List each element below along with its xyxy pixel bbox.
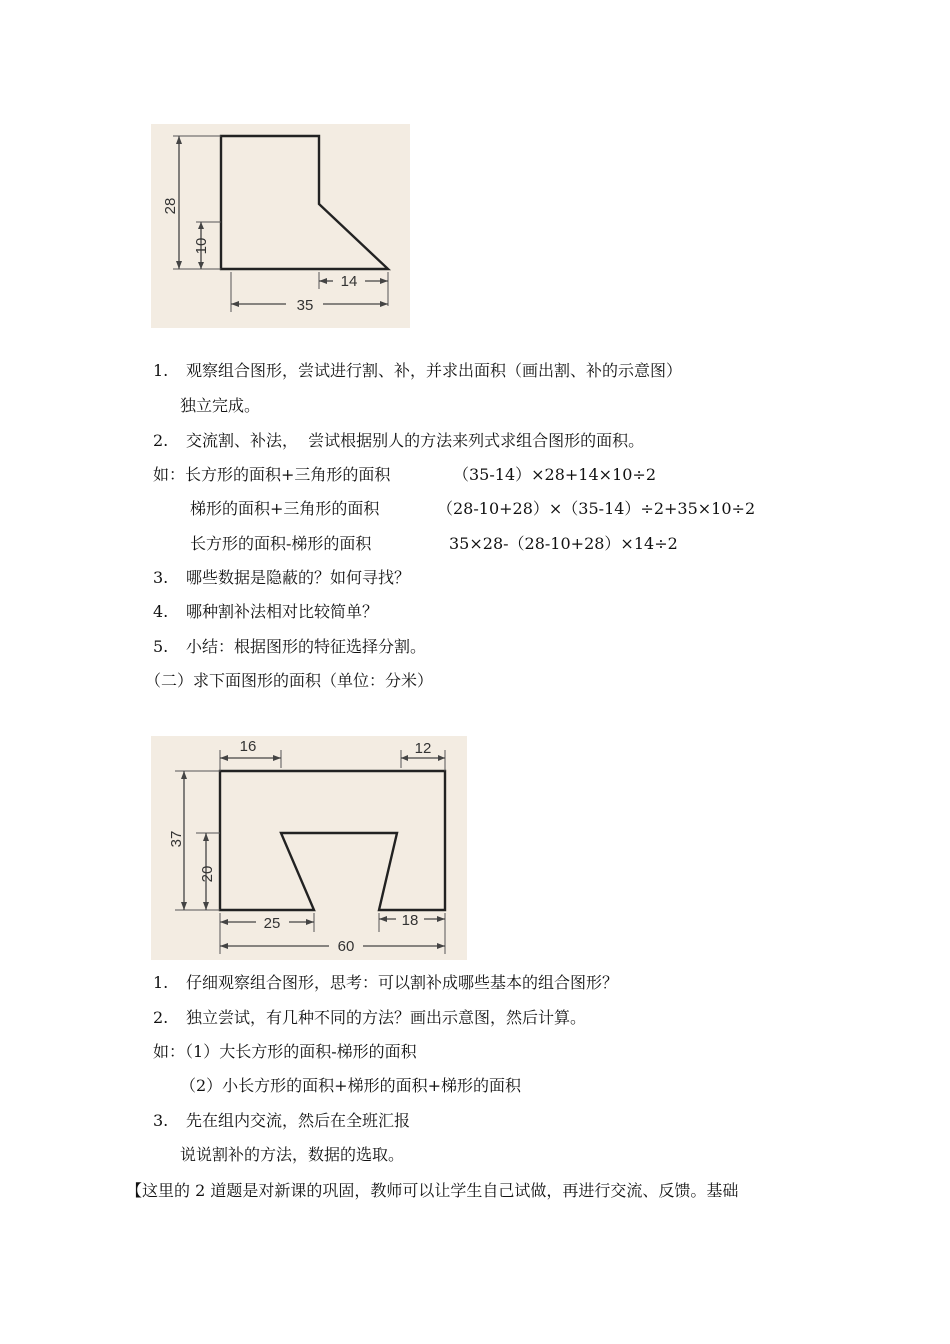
teacher-note: 【这里的 2 道题是对新课的巩固，教师可以让学生自己试做，再进行交流、反馈。基础 — [126, 1181, 739, 1200]
figure-1-label-28: 28 — [162, 197, 179, 215]
figure-1 — [151, 124, 410, 328]
s2-item-3 — [153, 1110, 410, 1132]
s2-item-3-num: 3. — [153, 1111, 169, 1130]
s1-item-3-num: 3. — [153, 568, 169, 587]
figure-1-label-35: 35 — [296, 297, 314, 314]
s2-example-prefix: 如： — [153, 1042, 186, 1061]
s2-example-1 — [153, 1041, 417, 1063]
s1-item-2 — [153, 430, 644, 452]
figure-2-label-12: 12 — [414, 740, 432, 757]
figure-2-label-25: 25 — [263, 915, 281, 932]
s2-example-2: （2）小长方形的面积+梯形的面积+梯形的面积 — [180, 1076, 521, 1095]
s1-item-4-text: 哪种割补法相对比较简单？ — [186, 602, 379, 621]
figure-2-label-18: 18 — [401, 912, 419, 929]
s1-example-3-method: 长方形的面积-梯形的面积 — [190, 534, 372, 553]
figure-1-label-10: 10 — [193, 237, 210, 255]
figure-2-label-20: 20 — [199, 865, 216, 883]
s1-item-3 — [153, 567, 410, 589]
s1-item-1-num: 1. — [153, 361, 169, 380]
s1-example-2-method: 梯形的面积+三角形的面积 — [190, 499, 380, 518]
s2-item-2-num: 2. — [153, 1008, 169, 1027]
s1-item-1-text: 观察组合图形，尝试进行割、补，并求出面积（画出割、补的示意图） — [186, 361, 683, 380]
s1-item-1 — [153, 360, 682, 382]
s1-item-2-num: 2. — [153, 431, 169, 450]
figure-2-shape — [220, 771, 445, 910]
s2-item-2-text: 独立尝试，有几种不同的方法？画出示意图，然后计算。 — [186, 1008, 587, 1027]
figure-1-shape — [221, 136, 388, 269]
figure-1-label-14: 14 — [340, 273, 358, 290]
s1-example-2-formula: （28-10+28）×（35-14）÷2+35×10÷2 — [437, 499, 756, 518]
s2-example-1-text: （1）大长方形的面积-梯形的面积 — [185, 1042, 417, 1061]
s1-item-5-text: 小结：根据图形的特征选择分割。 — [186, 637, 427, 656]
figure-2 — [151, 736, 467, 960]
figure-2-label-37: 37 — [168, 830, 185, 848]
s2-item-3-sub: 说说割补的方法，数据的选取。 — [180, 1145, 405, 1164]
s1-example-1 — [153, 464, 390, 486]
s2-item-1-text: 仔细观察组合图形，思考：可以割补成哪些基本的组合图形？ — [186, 973, 619, 992]
s1-example-prefix: 如： — [153, 465, 186, 484]
s2-heading: （二）求下面图形的面积（单位：分米） — [145, 671, 434, 690]
s1-example-3-formula: 35×28-（28-10+28）×14÷2 — [449, 534, 678, 553]
figure-2-label-60: 60 — [337, 938, 355, 955]
s1-item-4 — [153, 601, 378, 623]
s1-item-2-text: 交流割、补法， 尝试根据别人的方法来列式求组合图形的面积。 — [186, 431, 645, 450]
s1-item-1-sub: 独立完成。 — [180, 396, 261, 415]
s1-item-3-text: 哪些数据是隐蔽的？如何寻找？ — [186, 568, 411, 587]
s1-item-5-num: 5. — [153, 637, 169, 656]
figure-2-label-16: 16 — [239, 738, 257, 755]
s2-item-1-num: 1. — [153, 973, 169, 992]
s1-item-5 — [153, 636, 426, 658]
s1-item-4-num: 4. — [153, 602, 169, 621]
s1-example-1-formula: （35-14）×28+14×10÷2 — [453, 465, 657, 484]
s2-item-3-text: 先在组内交流，然后在全班汇报 — [186, 1111, 411, 1130]
s2-item-2 — [153, 1007, 586, 1029]
s1-example-1-method: 长方形的面积+三角形的面积 — [185, 465, 391, 484]
s2-item-1 — [153, 972, 618, 994]
